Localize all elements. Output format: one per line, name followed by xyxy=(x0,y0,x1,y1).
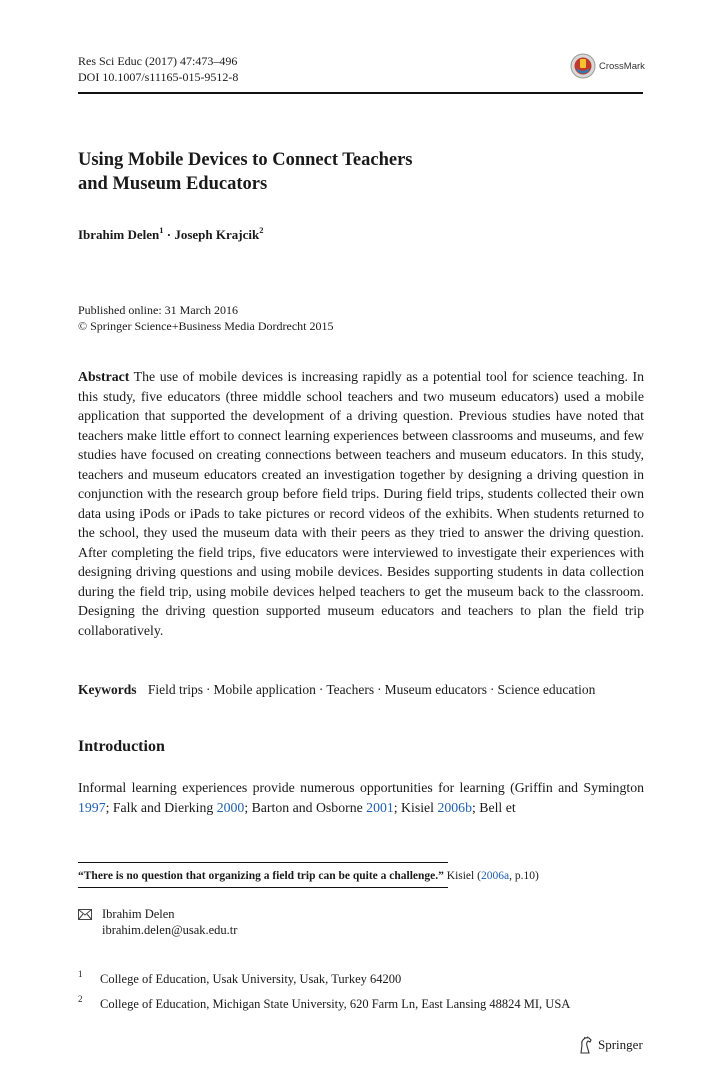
publisher-name: Springer xyxy=(598,1037,643,1052)
keyword: Mobile application xyxy=(213,682,316,697)
text-run: Kisiel ( xyxy=(446,870,481,882)
keyword-separator: · xyxy=(318,682,324,697)
text-run: ; Barton and Osborne xyxy=(244,800,367,815)
affiliation-ref: 2 xyxy=(259,225,264,235)
keywords-label: Keywords xyxy=(78,682,137,697)
keyword-separator: · xyxy=(377,682,382,697)
citation-link[interactable]: 2001 xyxy=(366,800,394,815)
keyword: Science education xyxy=(497,682,596,697)
affiliation-ref: 1 xyxy=(159,225,164,235)
abstract-label: Abstract xyxy=(78,369,130,384)
journal-citation xyxy=(78,54,238,85)
envelope-icon xyxy=(78,909,92,920)
affiliation xyxy=(78,994,571,1012)
epigraph xyxy=(78,870,648,882)
article-title xyxy=(78,148,618,196)
text-run: ; Falk and Dierking xyxy=(105,800,217,815)
publisher-logo xyxy=(578,1036,643,1054)
citation-link[interactable]: 2006a xyxy=(480,870,510,882)
epigraph-quote: “There is no question that organizing a field trip can be quite a challenge.” xyxy=(78,870,444,882)
doi-line[interactable]: DOI 10.1007/s11165-015-9512-8 xyxy=(78,69,239,84)
epigraph-rule-top xyxy=(78,862,448,863)
keyword: Field trips xyxy=(147,682,204,697)
keywords xyxy=(78,682,644,698)
affiliation-number: 1 xyxy=(78,969,83,979)
affiliation-text: College of Education, Usak University, Usak, Turkey 64200 xyxy=(100,972,402,986)
section-heading: Introduction xyxy=(78,738,165,755)
citation-link[interactable]: 2006b xyxy=(437,800,472,815)
epigraph-source xyxy=(447,870,539,882)
text-run: , p.10) xyxy=(509,870,539,882)
published-date: Published online: 31 March 2016 xyxy=(78,303,238,317)
journal-line: Res Sci Educ (2017) 47:473–496 xyxy=(78,54,238,68)
crossmark-icon xyxy=(570,53,596,79)
author-name[interactable]: Joseph Krajcik xyxy=(174,227,260,242)
intro-paragraph xyxy=(78,778,644,818)
springer-horse-icon xyxy=(578,1036,594,1054)
epigraph-rule-bottom xyxy=(78,887,448,888)
copyright-line: © Springer Science+Business Media Dordrecht 2015 xyxy=(78,318,334,333)
keyword-separator: · xyxy=(490,682,495,697)
keyword: Museum educators xyxy=(384,682,488,697)
abstract xyxy=(78,367,644,640)
keyword: Teachers xyxy=(326,682,375,697)
corresponding-author: Ibrahim Delen xyxy=(102,907,175,921)
author-separator: · xyxy=(166,227,172,242)
affiliation-text: College of Education, Michigan State University, 620 Farm Ln, East Lansing 48824 MI, USA xyxy=(100,997,571,1011)
correspondence xyxy=(78,906,237,938)
email-link[interactable]: ibrahim.delen@usak.edu.tr xyxy=(102,923,238,937)
header-rule xyxy=(78,92,643,94)
crossmark-badge[interactable] xyxy=(570,52,650,80)
text-run: ; Kisiel xyxy=(393,800,438,815)
text-run: ; Bell et xyxy=(471,800,516,815)
title-line: Using Mobile Devices to Connect Teachers xyxy=(78,150,413,170)
crossmark-label: CrossMark xyxy=(599,60,645,72)
affiliation-number: 2 xyxy=(78,994,83,1004)
author-name[interactable]: Ibrahim Delen xyxy=(78,227,160,242)
title-line: and Museum Educators xyxy=(78,174,268,194)
citation-link[interactable]: 1997 xyxy=(78,800,106,815)
affiliation xyxy=(78,969,402,987)
author-list xyxy=(78,225,263,243)
citation-link[interactable]: 2000 xyxy=(216,800,245,815)
abstract-text: The use of mobile devices is increasing rapidly as a potential tool for science teaching. In this study, five educators (three middle school teachers and two museum educators) used a mobile application that supported the development of a driving question. Previous studies have noted that teachers make little effort to connect learning experiences between classrooms and museums, and few studies have focused on creating connections between teachers and museum educators. In this study, teachers and museum educators created an investigation together by designing a driving question in conjunction with the research group before field trips. During field trips, students collected their own data using iPods or iPads to take pictures or record videos of the exhibits. When students returned to the school, they used the museum data with their peers as they tried to answer the driving question. After completing the field trips, five educators were interviewed to investigate their experiences with designing driving questions and using mobile devices. Besides supporting students in data collection during the field trip, using mobile devices helped teachers to get the museum back to the classroom. Designing the driving question supported museum educators and teachers to plan the field trip collaboratively. xyxy=(78,369,644,638)
publication-info xyxy=(78,303,334,334)
keyword-separator: · xyxy=(206,682,211,697)
text-run: Informal learning experiences provide numerous opportunities for learning (Griffin and Symington xyxy=(78,780,644,795)
